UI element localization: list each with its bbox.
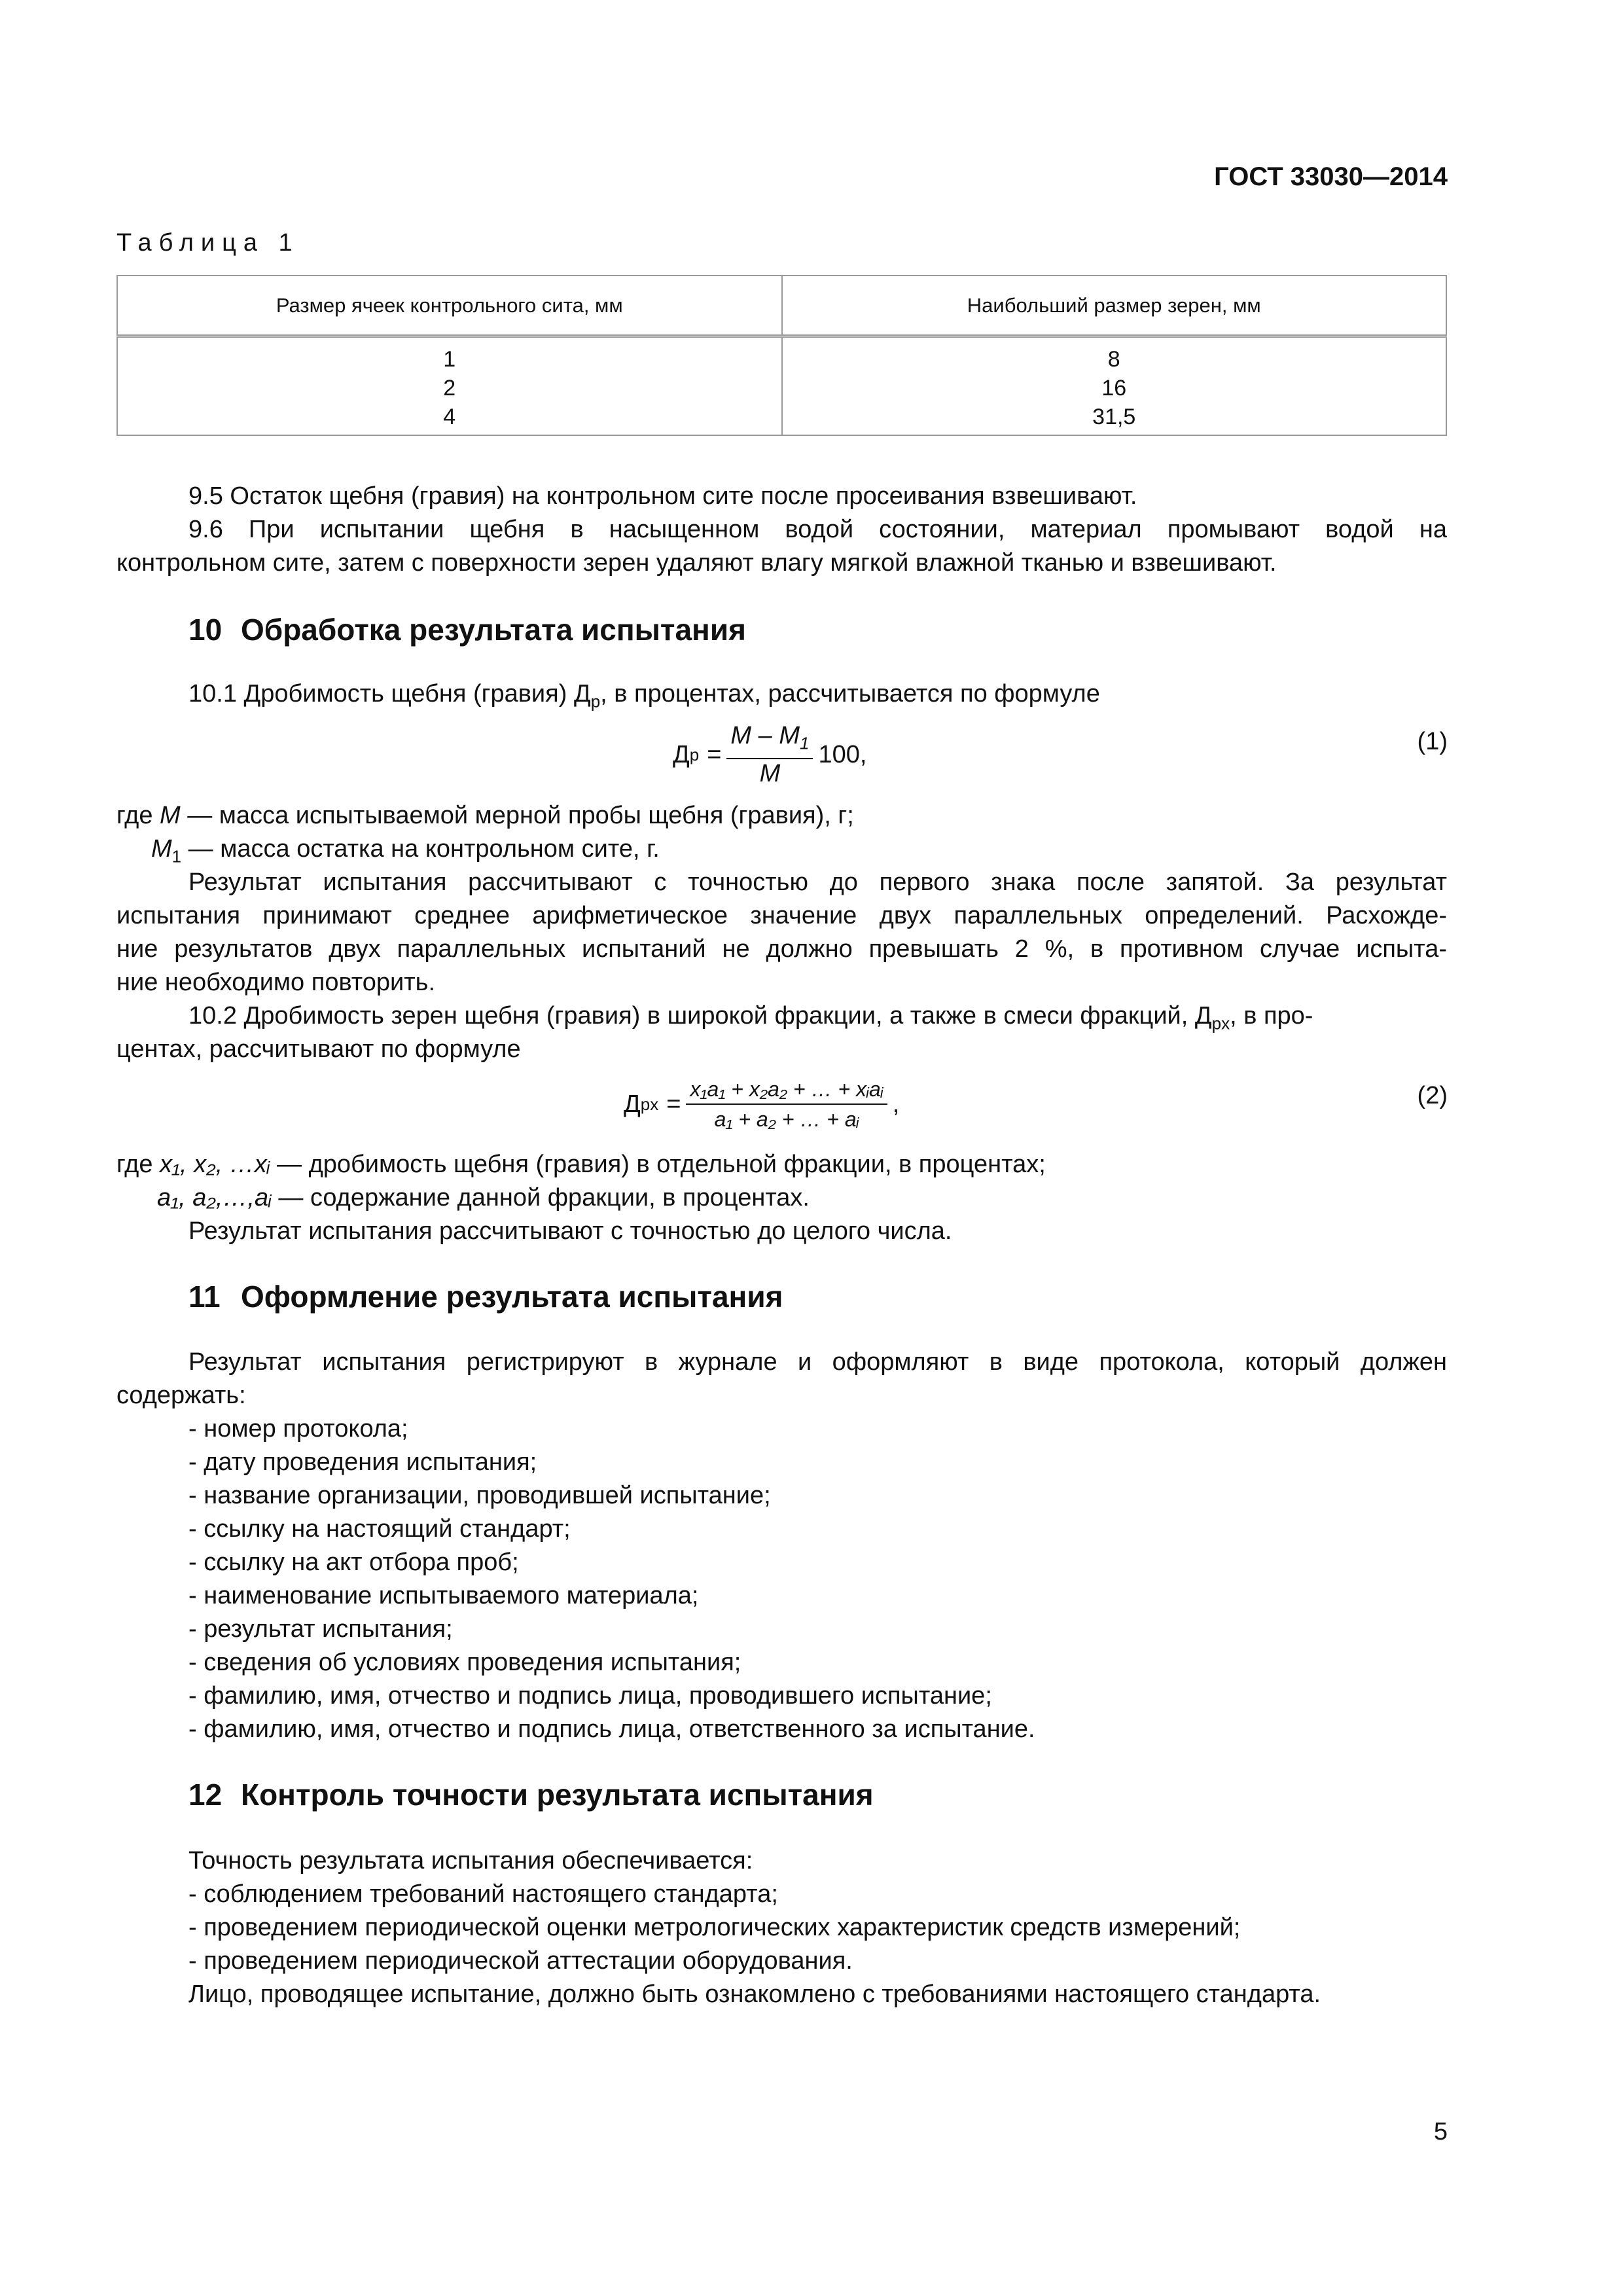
list-item: - наименование испытываемого материала; (188, 1582, 699, 1609)
subscript: 1 (171, 846, 182, 867)
section-11-intro-line-1: Результат испытания регистрируют в журнале и оформляют в виде протокола, который должен (188, 1348, 1447, 1376)
paragraph-9-6-line-1: 9.6 При испытании щебня в насыщенном водой состоянии, материал промывают водой на (188, 516, 1447, 543)
text-run: M (730, 722, 752, 750)
result-paragraph-line-2: испытания принимают среднее арифметическое значение двух параллельных определений. Расхожде- (116, 902, 1447, 929)
section-11-number: 11 (188, 1280, 221, 1314)
list-item: - сведения об условиях проведения испытания; (188, 1649, 741, 1676)
table-cell-sieve-values (117, 336, 782, 436)
section-10-title: Обработка результата испытания (241, 613, 746, 647)
paragraph-9-6-line-2: контрольном сите, затем с поверхности зерен удаляют влагу мягкой влажной тканью и взвешивают. (116, 549, 1277, 577)
table-header-row (117, 276, 1446, 336)
paragraph-10-1 (188, 677, 1100, 719)
table-header-sieve: Размер ячеек контрольного сита, мм (117, 276, 782, 336)
table-cell: 1 (443, 347, 456, 372)
result-paragraph-line-3: ние результатов двух параллельных испытаний не должно превышать 2 %, в противном случае испыта- (116, 935, 1447, 963)
text-run: где (116, 802, 160, 829)
section-12-heading (188, 1775, 874, 1814)
subscript: px (640, 1094, 659, 1114)
definition-M (116, 799, 854, 833)
section-11-intro-line-2: содержать: (116, 1382, 246, 1409)
section-12-intro: Точность результата испытания обеспечивается: (188, 1847, 753, 1874)
text-run: — содержание данной фракции, в процентах. (271, 1184, 810, 1211)
text-run: , в процентах, рассчитывается по формуле (600, 680, 1100, 708)
list-item: - результат испытания; (188, 1615, 453, 1643)
paragraph-9-5: 9.5 Остаток щебня (гравия) на контрольном сите после просеивания взвешивают. (188, 482, 1137, 510)
section-12-closing: Лицо, проводящее испытание, должно быть ознакомлено с требованиями настоящего стандарта. (188, 1981, 1321, 2008)
list-item: - номер протокола; (188, 1415, 408, 1443)
formula-2 (624, 1068, 899, 1140)
list-item: - проведением периодической оценки метрологических характеристик средств измерений; (188, 1914, 1241, 1941)
list-item: - фамилию, имя, отчество и подпись лица, проводившего испытание; (188, 1682, 992, 1710)
fraction-numerator: x₁a₁ + x₂a₂ + … + xᵢaᵢ (686, 1075, 887, 1105)
list-item: - фамилию, имя, отчество и подпись лица, ответственного за испытание. (188, 1715, 1035, 1743)
definition-x (116, 1148, 1046, 1181)
formula-lhs: Д (673, 740, 690, 768)
list-item: - название организации, проводившей испытание; (188, 1482, 771, 1509)
fraction-numerator (726, 721, 813, 759)
table-cell-grain-values (782, 336, 1447, 436)
variable: M (160, 802, 181, 829)
section-12-number: 12 (188, 1778, 223, 1812)
text-run: , в про- (1230, 1002, 1313, 1030)
variable: a₁, a₂,…,aᵢ (157, 1184, 272, 1211)
table-1 (116, 275, 1447, 436)
text-run: – M (751, 722, 800, 750)
paragraph-10-2-line-2: центах, рассчитывают по формуле (116, 1035, 521, 1063)
subscript: px (1211, 1013, 1230, 1033)
formula-1-fraction (726, 721, 813, 788)
document-id: ГОСТ 33030—2014 (1214, 162, 1448, 191)
result-precision: Результат испытания рассчитывают с точностью до целого числа. (188, 1217, 952, 1245)
definition-a (157, 1181, 810, 1215)
equals-sign: = (707, 740, 722, 768)
text-run: — масса остатка на контрольном сите, г. (181, 835, 660, 863)
equals-sign: = (666, 1090, 681, 1118)
formula-tail: , (892, 1090, 900, 1118)
table-row (117, 336, 1446, 436)
result-paragraph-line-4: ние необходимо повторить. (116, 969, 436, 996)
fraction-denominator: a₁ + a₂ + … + aᵢ (714, 1107, 859, 1131)
list-item: - ссылку на настоящий стандарт; (188, 1515, 571, 1543)
formula-2-number: (2) (1417, 1082, 1448, 1109)
list-item: - ссылку на акт отбора проб; (188, 1549, 519, 1576)
subscript: 1 (799, 733, 810, 753)
text-run: где (116, 1151, 160, 1178)
section-10-heading (188, 610, 746, 649)
list-item: - соблюдением требований настоящего стандарта; (188, 1880, 778, 1908)
text-run: 10.2 Дробимость зерен щебня (гравия) в широкой фракции, а также в смеси фракций, Д (188, 1002, 1212, 1030)
table-cell: 8 (1107, 347, 1120, 372)
subscript: р (590, 691, 601, 711)
formula-1 (673, 719, 866, 791)
formula-2-fraction (686, 1075, 887, 1134)
list-item: - проведением периодической аттестации оборудования. (188, 1947, 853, 1975)
table-cell: 31,5 (1092, 404, 1136, 429)
result-paragraph-line-1: Результат испытания рассчитывают с точностью до первого знака после запятой. За результат (188, 869, 1447, 896)
list-item: - дату проведения испытания; (188, 1448, 537, 1476)
table-cell: 2 (443, 376, 456, 401)
variable: x₁, x₂, …xᵢ (160, 1151, 270, 1178)
formula-lhs: Д (624, 1090, 641, 1118)
table-caption: Таблица 1 (116, 229, 300, 257)
table-cell: 4 (443, 404, 456, 429)
subscript: р (689, 744, 700, 764)
fraction-denominator: M (759, 759, 781, 787)
page-number: 5 (1433, 2118, 1448, 2145)
text-run: — масса испытываемой мерной пробы щебня (гравия), г; (180, 802, 854, 829)
variable: M (151, 835, 172, 863)
text-run: 10.1 Дробимость щебня (гравия) Д (188, 680, 591, 708)
section-11-heading (188, 1277, 783, 1316)
table-header-grain: Наибольший размер зерен, мм (782, 276, 1447, 336)
table-cell: 16 (1101, 376, 1127, 401)
formula-1-number: (1) (1417, 728, 1448, 755)
section-11-title: Оформление результата испытания (241, 1280, 783, 1314)
section-10-number: 10 (188, 613, 223, 647)
text-run: — дробимость щебня (гравия) в отдельной фракции, в процентах; (270, 1151, 1046, 1178)
section-12-title: Контроль точности результата испытания (241, 1778, 874, 1812)
formula-tail: 100, (818, 740, 867, 768)
